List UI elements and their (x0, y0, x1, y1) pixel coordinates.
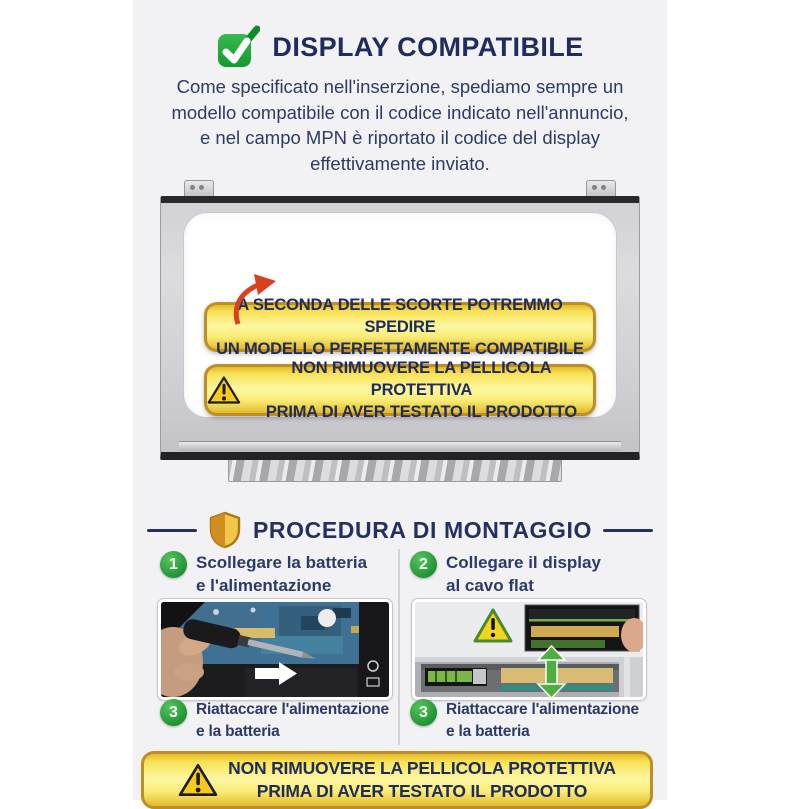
step-text-line: Riattaccare l'alimentazione (446, 701, 639, 718)
column-divider (398, 549, 400, 745)
film-warning-banner (204, 359, 596, 421)
step-text-line: Collegare il display (446, 553, 601, 572)
procedure-header (133, 509, 667, 551)
red-curved-arrow-icon (230, 272, 288, 326)
intro-line: e nel campo MPN è riportato il codice del display (200, 127, 600, 148)
step-2 (410, 551, 601, 597)
lcd-panel-illustration (160, 178, 640, 488)
banner-line: PRIMA DI AVER TESTATO IL PRODOTTO (256, 781, 588, 801)
banner-line: A SECONDA DELLE SCORTE POTREMMO SPEDIRE (237, 296, 563, 336)
intro-line: modello compatibile con il codice indicato nell'annuncio, (171, 101, 629, 123)
intro-paragraph (138, 74, 662, 176)
warning-triangle-icon (178, 762, 218, 798)
step-number-badge: 3 (160, 699, 187, 726)
step-number-badge: 3 (410, 699, 437, 726)
inset-connector-photo (525, 605, 643, 652)
step-text-line: Riattaccare l'alimentazione (196, 701, 389, 718)
photo-connect-flat-cable (412, 599, 646, 700)
step-text-line: Scollegare la batteria (196, 553, 368, 572)
gold-shield-icon (208, 511, 242, 549)
step-3-left (160, 699, 389, 743)
header (133, 24, 667, 70)
footer-warning-banner (141, 751, 653, 809)
page-title: DISPLAY COMPATIBILE (272, 31, 584, 62)
header-rule-right (603, 529, 653, 532)
step-1 (160, 551, 367, 597)
step-text-line: e la batteria (196, 723, 280, 740)
procedure-title: PROCEDURA DI MONTAGGIO (252, 516, 593, 543)
step-3-right (410, 699, 639, 743)
panel-bottom-rail (179, 441, 621, 451)
green-checkmark-icon (216, 25, 260, 69)
step-text-line: e la batteria (446, 723, 530, 740)
step-number-badge: 1 (160, 551, 187, 578)
step-text-line: e l'alimentazione (196, 576, 332, 595)
warning-triangle-icon (207, 374, 241, 406)
banner-line: PRIMA DI AVER TESTATO IL PRODOTTO (265, 403, 578, 421)
intro-line: effettivamente inviato. (310, 152, 490, 174)
step-text-line: al cavo flat (446, 576, 534, 595)
header-rule-left (147, 529, 197, 532)
step-number-badge: 2 (410, 551, 437, 578)
banner-line: UN MODELLO PERFETTAMENTE COMPATIBILE (216, 340, 584, 358)
intro-line: Come specificato nell'inserzione, spediamo sempre un (176, 76, 624, 97)
banner-line: NON RIMUOVERE LA PELLICOLA PROTETTIVA (228, 758, 616, 778)
photo-disconnect-battery (158, 599, 392, 700)
banner-line: NON RIMUOVERE LA PELLICOLA PROTETTIVA (291, 359, 552, 399)
